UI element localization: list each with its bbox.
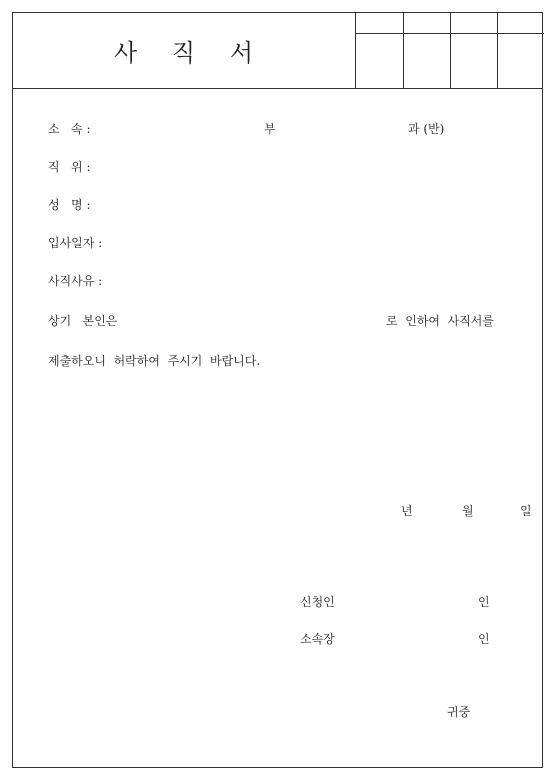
applicant-label: 신청인 [300,595,335,609]
department-suffix: 부 [264,122,276,136]
position-label: 직 위 : [48,160,91,174]
date-day: 일 [520,504,532,518]
reason-label: 사직사유 : [48,274,103,288]
section-suffix: 과 (반) [408,122,445,136]
body-line2: 제출하오니 허락하여 주시기 바랍니다. [48,354,261,368]
title-char-2: 직 [171,39,198,67]
date-year: 년 [401,504,413,518]
name-label: 성 명 : [48,198,91,212]
body-line1-start: 상기 본인은 [48,314,118,328]
applicant-seal: 인 [478,595,490,609]
head-label: 소속장 [300,632,335,646]
approval-column-divider [497,13,498,88]
title-char-1: 사 [113,39,140,67]
body-line1-end: 로 인하여 사직서를 [386,314,494,328]
approval-column-divider [450,13,451,88]
approval-box [355,13,544,88]
closing-text: 귀중 [447,705,471,719]
title-char-3: 서 [229,39,256,67]
approval-column-divider [403,13,404,88]
document-frame [12,12,543,768]
head-seal: 인 [478,632,490,646]
document-title [13,13,356,88]
affiliation-label: 소 속 : [48,122,91,136]
hire-date-label: 입사일자 : [48,236,103,250]
date-month: 월 [462,504,474,518]
document-header [13,13,542,89]
